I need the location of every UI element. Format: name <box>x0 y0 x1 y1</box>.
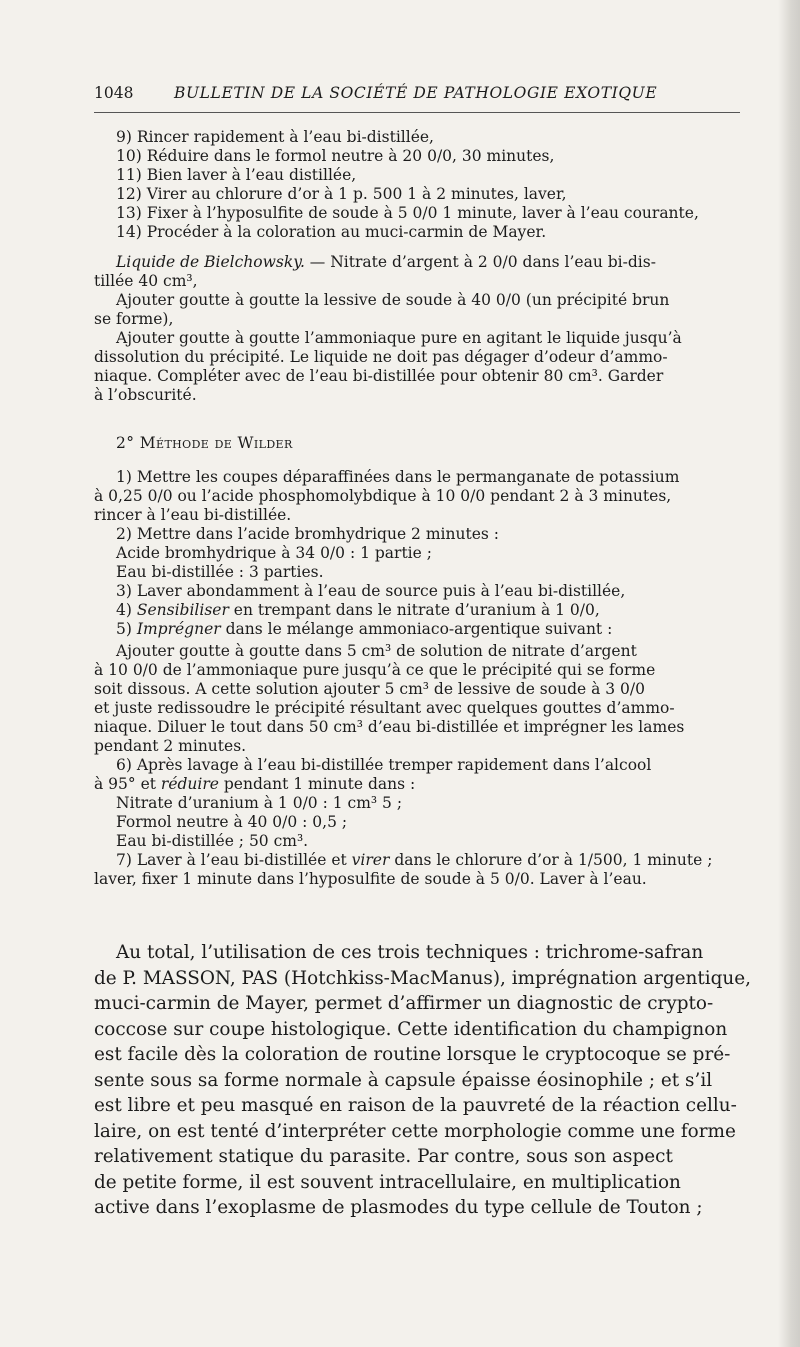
wilder-para-l2: à 10 0/0 de l’ammoniaque pure jusqu’à ce que le précipité qui se forme <box>94 661 656 679</box>
wilder-para-l4: et juste redissoudre le précipité résultant avec quelques gouttes d’ammo- <box>94 699 675 717</box>
page-number: 1048 <box>94 84 134 102</box>
wilder-heading: 2° Méthode de Wilder <box>116 434 293 452</box>
conclusion-line: laire, on est tenté d’interpréter cette morphologie comme une forme <box>94 1120 736 1142</box>
wilder-step6-l1: 6) Après lavage à l’eau bi-distillée tremper rapidement dans l’alcool <box>116 756 652 774</box>
wilder-para-l3: soit dissous. A cette solution ajouter 5 cm³ de lessive de soude à 3 0/0 <box>94 680 645 698</box>
step-14: 14) Procéder à la coloration au muci-carmin de Mayer. <box>116 223 547 241</box>
wilder-step1-l2: à 0,25 0/0 ou l’acide phosphomolybdique à 10 0/0 pendant 2 à 3 minutes, <box>94 487 672 505</box>
wilder-step6-l2: à 95° et réduire pendant 1 minute dans : <box>94 775 416 793</box>
wilder-step6-l3: Nitrate d’uranium à 1 0/0 : 1 cm³ 5 ; <box>116 794 403 812</box>
wilder-step6-l4: Formol neutre à 40 0/0 : 0,5 ; <box>116 813 348 831</box>
wilder-para-l5: niaque. Diluer le tout dans 50 cm³ d’eau bi-distillée et imprégner les lames <box>94 718 685 736</box>
wilder-step3: 3) Laver abondamment à l’eau de source puis à l’eau bi-distillée, <box>116 582 626 600</box>
bielschowsky-p3-l1: Ajouter goutte à goutte l’ammoniaque pure en agitant le liquide jusqu’à <box>116 329 682 347</box>
conclusion-paragraph <box>94 940 751 1221</box>
step-11: 11) Bien laver à l’eau distillée, <box>116 166 357 184</box>
wilder-step2-l2: Acide bromhydrique à 34 0/0 : 1 partie ; <box>116 544 432 562</box>
wilder-method <box>94 468 738 889</box>
step-12: 12) Virer au chlorure d’or à 1 p. 500 1 à 2 minutes, laver, <box>116 185 567 203</box>
protocol-steps-first <box>116 128 738 242</box>
bielschowsky-line2: tillée 40 cm³, <box>94 272 198 290</box>
wilder-step6-l5: Eau bi-distillée ; 50 cm³. <box>116 832 309 850</box>
bielschowsky-p3-l2: dissolution du précipité. Le liquide ne doit pas dégager d’odeur d’ammo- <box>94 348 668 366</box>
bielschowsky-p3-l4: à l’obscurité. <box>94 386 197 404</box>
bielschowsky-p2-l2: se forme), <box>94 310 174 328</box>
step-9: 9) Rincer rapidement à l’eau bi-distillée, <box>116 128 434 146</box>
conclusion-line: muci-carmin de Mayer, permet d’affirmer un diagnostic de crypto- <box>94 993 714 1014</box>
conclusion-line: de petite forme, il est souvent intracellulaire, en multiplication <box>94 1171 681 1193</box>
conclusion-line: est libre et peu masqué en raison de la pauvreté de la réaction cellu- <box>94 1095 737 1116</box>
wilder-step4: 4) Sensibiliser en trempant dans le nitrate d’uranium à 1 0/0, <box>116 601 600 619</box>
step-13: 13) Fixer à l’hyposulfite de soude à 5 0/0 1 minute, laver à l’eau courante, <box>116 204 699 222</box>
wilder-step2-l3: Eau bi-distillée : 3 parties. <box>116 563 324 581</box>
wilder-step1-l3: rincer à l’eau bi-distillée. <box>94 506 292 524</box>
journal-title: BULLETIN DE LA SOCIÉTÉ DE PATHOLOGIE EXOTIQUE <box>174 84 658 102</box>
header-rule <box>94 112 740 113</box>
conclusion-line: Au total, l’utilisation de ces trois techniques : trichrome-safran <box>116 942 704 963</box>
wilder-step5: 5) Imprégner dans le mélange ammoniaco-argentique suivant : <box>116 620 613 638</box>
wilder-step7-l1: 7) Laver à l’eau bi-distillée et virer dans le chlorure d’or à 1/500, 1 minute ; <box>116 851 713 869</box>
step-10: 10) Réduire dans le formol neutre à 20 0/0, 30 minutes, <box>116 147 555 165</box>
conclusion-line: est facile dès la coloration de routine lorsque le cryptocoque se pré- <box>94 1044 731 1065</box>
bielschowsky-title: Liquide de Bielchowsky. <box>116 253 305 271</box>
bielschowsky-p2-l1: Ajouter goutte à goutte la lessive de soude à 40 0/0 (un précipité brun <box>116 291 670 309</box>
bielschowsky-p3-l3: niaque. Compléter avec de l’eau bi-distillée pour obtenir 80 cm³. Garder <box>94 367 664 385</box>
bielschowsky-liquid <box>94 253 738 405</box>
page-edge-shadow <box>778 0 800 1347</box>
wilder-heading-block <box>116 434 738 453</box>
wilder-step2-l1: 2) Mettre dans l’acide bromhydrique 2 minutes : <box>116 525 499 543</box>
conclusion-line: sente sous sa forme normale à capsule épaisse éosinophile ; et s’il <box>94 1069 713 1091</box>
conclusion-line: active dans l’exoplasme de plasmodes du type cellule de Touton ; <box>94 1197 703 1218</box>
conclusion-line: de P. MASSON, PAS (Hotchkiss-MacManus), imprégnation argentique, <box>94 967 751 989</box>
wilder-step7-l2: laver, fixer 1 minute dans l’hyposulfite de soude à 5 0/0. Laver à l’eau. <box>94 870 647 888</box>
bielschowsky-line1: — Nitrate d’argent à 2 0/0 dans l’eau bi-dis- <box>304 253 656 271</box>
wilder-para-l1: Ajouter goutte à goutte dans 5 cm³ de solution de nitrate d’argent <box>116 642 637 660</box>
wilder-para-l6: pendant 2 minutes. <box>94 737 247 755</box>
wilder-step1-l1: 1) Mettre les coupes déparaffinées dans le permanganate de potassium <box>116 468 680 486</box>
conclusion-line: coccose sur coupe histologique. Cette identification du champignon <box>94 1018 728 1040</box>
conclusion-line: relativement statique du parasite. Par contre, sous son aspect <box>94 1146 673 1167</box>
